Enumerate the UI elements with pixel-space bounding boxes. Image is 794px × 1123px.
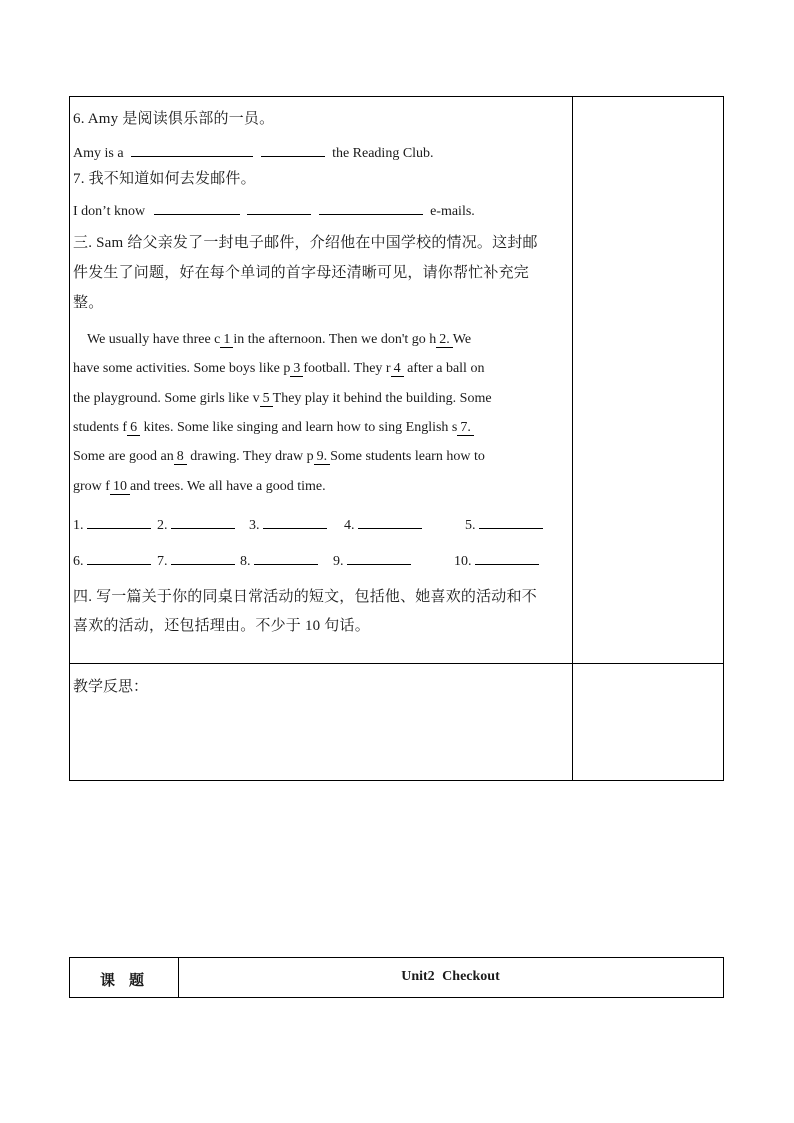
answer-number: 9. [333, 554, 344, 569]
title-label: 课题 [99, 973, 158, 989]
answer-blank[interactable] [254, 551, 318, 565]
answer-item [249, 515, 327, 534]
passage-line-6 [73, 479, 326, 495]
section4-line2: 喜欢的活动，还包括理由。不少于 10 句话。 [73, 618, 370, 634]
passage-text: the playground. Some girls like v [73, 391, 260, 406]
passage-text: We usually have three c [87, 332, 221, 347]
answer-item [157, 515, 235, 534]
q6-english [73, 143, 434, 162]
passage-text: football. They r [303, 361, 391, 376]
answer-blank[interactable] [358, 515, 422, 529]
blank-6[interactable]: 6 [127, 420, 140, 436]
answer-number: 2. [157, 518, 168, 533]
q7-blank-2[interactable] [247, 201, 311, 215]
passage-text: Some are good an [73, 449, 174, 464]
q7-blank-3[interactable] [319, 201, 423, 215]
answer-blank[interactable] [171, 515, 235, 529]
blank-9[interactable]: 9. [314, 449, 331, 465]
section3-line2: 件发生了问题，好在每个单词的首字母还清晰可见，请你帮忙补充完 [73, 265, 530, 281]
blank-10[interactable]: 10 [110, 479, 130, 495]
answer-blank[interactable] [475, 551, 539, 565]
passage-text: students f [73, 420, 128, 435]
passage-text: after a ball on [403, 361, 485, 376]
q6-en-start: Amy is a [73, 146, 124, 161]
blank-8[interactable]: 8 [174, 449, 187, 465]
answer-blank[interactable] [171, 551, 235, 565]
q7-en-start: I don’t know [73, 204, 146, 219]
passage-text: grow f [73, 479, 110, 494]
q7-en-end: e-mails. [430, 204, 475, 219]
answer-item [73, 551, 151, 570]
row-divider [70, 663, 723, 664]
section3-line1: 三. Sam 给父亲发了一封电子邮件，介绍他在中国学校的情况。这封邮 [73, 235, 538, 251]
answer-blank[interactable] [263, 515, 327, 529]
blank-7[interactable]: 7. [457, 420, 474, 436]
passage-line-2 [73, 361, 484, 377]
q7-english [73, 201, 475, 220]
q7-blank-1[interactable] [154, 201, 240, 215]
passage-line-4 [73, 420, 474, 436]
title-value: Unit2 Checkout [401, 969, 500, 984]
answer-item [157, 551, 235, 570]
blank-4[interactable]: 4 [391, 361, 404, 377]
passage-line-1 [87, 332, 471, 348]
section4-line1: 四. 写一篇关于你的同桌日常活动的短文，包括他、她喜欢的活动和不 [73, 589, 537, 605]
blank-2[interactable]: 2. [436, 332, 453, 348]
column-divider [572, 97, 573, 780]
q6-blank-1[interactable] [131, 143, 253, 157]
blank-5[interactable]: 5 [260, 391, 273, 407]
answer-item [333, 551, 411, 570]
section3-line3: 整。 [73, 295, 104, 311]
blank-1[interactable]: 1 [220, 332, 233, 348]
answer-item [73, 515, 151, 534]
answer-number: 5. [465, 518, 476, 533]
answer-number: 10. [454, 554, 472, 569]
answer-item [240, 551, 318, 570]
passage-text: and trees. We all have a good time. [129, 479, 326, 494]
passage-line-3 [73, 391, 492, 407]
passage-text: in the afternoon. Then we don't go h [233, 332, 437, 347]
answer-blank[interactable] [87, 551, 151, 565]
answer-number: 3. [249, 518, 260, 533]
q6-blank-2[interactable] [261, 143, 325, 157]
answer-item [465, 515, 543, 534]
passage-text: drawing. They draw p [186, 449, 314, 464]
passage-text: have some activities. Some boys like p [73, 361, 291, 376]
answer-number: 8. [240, 554, 251, 569]
lesson-title-table [69, 957, 724, 998]
q6-chinese: 6. Amy 是阅读俱乐部的一员。 [73, 111, 275, 127]
passage-text: We [452, 332, 472, 347]
passage-text: They play it behind the building. Some [272, 391, 492, 406]
answer-item [454, 551, 539, 570]
blank-3[interactable]: 3 [290, 361, 303, 377]
worksheet-table [69, 96, 724, 781]
q6-en-end: the Reading Club. [332, 146, 434, 161]
answer-number: 6. [73, 554, 84, 569]
answer-blank[interactable] [347, 551, 411, 565]
answer-number: 7. [157, 554, 168, 569]
answer-blank[interactable] [87, 515, 151, 529]
answer-number: 1. [73, 518, 84, 533]
passage-text: kites. Some like singing and learn how to sing English s [140, 420, 458, 435]
answer-blank[interactable] [479, 515, 543, 529]
answer-item [344, 515, 422, 534]
passage-text: Some students learn how to [330, 449, 485, 464]
passage-line-5 [73, 449, 485, 465]
reflection-label: 教学反思： [73, 679, 149, 695]
answer-number: 4. [344, 518, 355, 533]
q7-chinese: 7. 我不知道如何去发邮件。 [73, 171, 256, 187]
